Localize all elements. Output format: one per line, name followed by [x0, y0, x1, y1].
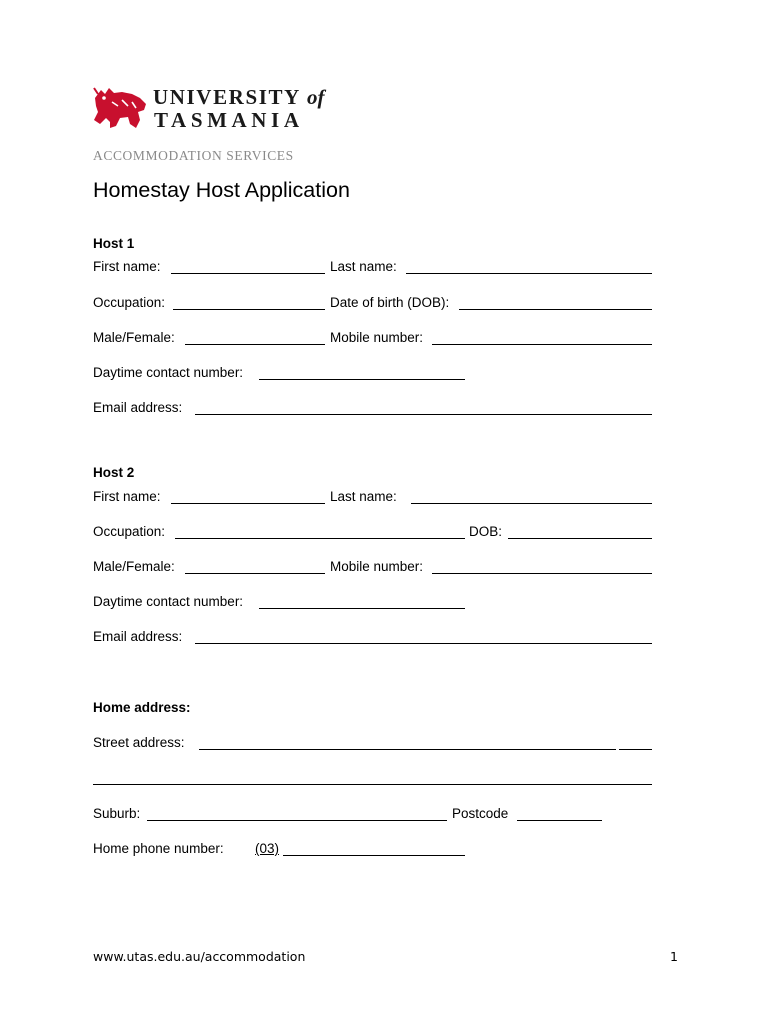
- host1-dob-label: Date of birth (DOB):: [330, 295, 450, 310]
- host2-occupation-field[interactable]: [175, 524, 465, 539]
- street-address-label: Street address:: [93, 735, 185, 750]
- logo-university-text: UNIVERSITY of: [153, 85, 325, 109]
- university-logo: [92, 84, 332, 132]
- home-address-heading: Home address:: [93, 700, 191, 715]
- home-phone-area-code: (03): [255, 841, 280, 856]
- host1-mobile-label: Mobile number:: [330, 330, 424, 345]
- host1-occupation-field[interactable]: [173, 295, 325, 310]
- host1-last-name-label: Last name:: [330, 259, 397, 274]
- host1-last-name-field[interactable]: [406, 259, 652, 274]
- host2-occupation-label: Occupation:: [93, 524, 166, 539]
- host2-first-name-field[interactable]: [171, 489, 325, 504]
- host2-dob-label: DOB:: [469, 524, 503, 539]
- host1-gender-label: Male/Female:: [93, 330, 175, 345]
- host1-daytime-label: Daytime contact number:: [93, 365, 244, 380]
- host1-first-name-field[interactable]: [171, 259, 325, 274]
- suburb-field[interactable]: [147, 806, 447, 821]
- department-name: ACCOMMODATION SERVICES: [93, 148, 294, 163]
- host2-last-name-field[interactable]: [411, 489, 652, 504]
- postcode-field[interactable]: [517, 806, 602, 821]
- suburb-label: Suburb:: [93, 806, 141, 821]
- host2-daytime-label: Daytime contact number:: [93, 594, 244, 609]
- host1-heading: Host 1: [93, 236, 135, 251]
- host1-email-field[interactable]: [195, 400, 652, 415]
- host2-mobile-field[interactable]: [432, 559, 652, 574]
- host2-mobile-label: Mobile number:: [330, 559, 424, 574]
- street-address-line2-field[interactable]: [93, 770, 652, 785]
- host1-first-name-label: First name:: [93, 259, 161, 274]
- street-address-line-tail: [619, 749, 652, 750]
- host2-dob-field[interactable]: [508, 524, 652, 539]
- logo-state-text: TASMANIA: [154, 108, 304, 132]
- host2-email-label: Email address:: [93, 629, 183, 644]
- host1-dob-field[interactable]: [459, 295, 652, 310]
- host2-daytime-field[interactable]: [259, 594, 465, 609]
- footer-url: www.utas.edu.au/accommodation: [93, 949, 306, 964]
- host2-heading: Host 2: [93, 465, 135, 480]
- page-number: 1: [670, 949, 678, 964]
- page-title: Homestay Host Application: [93, 178, 350, 202]
- street-address-field[interactable]: [199, 735, 616, 750]
- host1-gender-field[interactable]: [185, 330, 325, 345]
- home-phone-label: Home phone number:: [93, 841, 224, 856]
- host2-first-name-label: First name:: [93, 489, 161, 504]
- host1-mobile-field[interactable]: [432, 330, 652, 345]
- host2-gender-label: Male/Female:: [93, 559, 175, 574]
- postcode-label: Postcode: [452, 806, 509, 821]
- host1-email-label: Email address:: [93, 400, 183, 415]
- home-phone-field[interactable]: [283, 841, 465, 856]
- host2-last-name-label: Last name:: [330, 489, 397, 504]
- host2-gender-field[interactable]: [185, 559, 325, 574]
- host2-email-field[interactable]: [195, 629, 652, 644]
- host1-occupation-label: Occupation:: [93, 295, 166, 310]
- host1-daytime-field[interactable]: [259, 365, 465, 380]
- tasmanian-devil-emblem-icon: [92, 84, 150, 132]
